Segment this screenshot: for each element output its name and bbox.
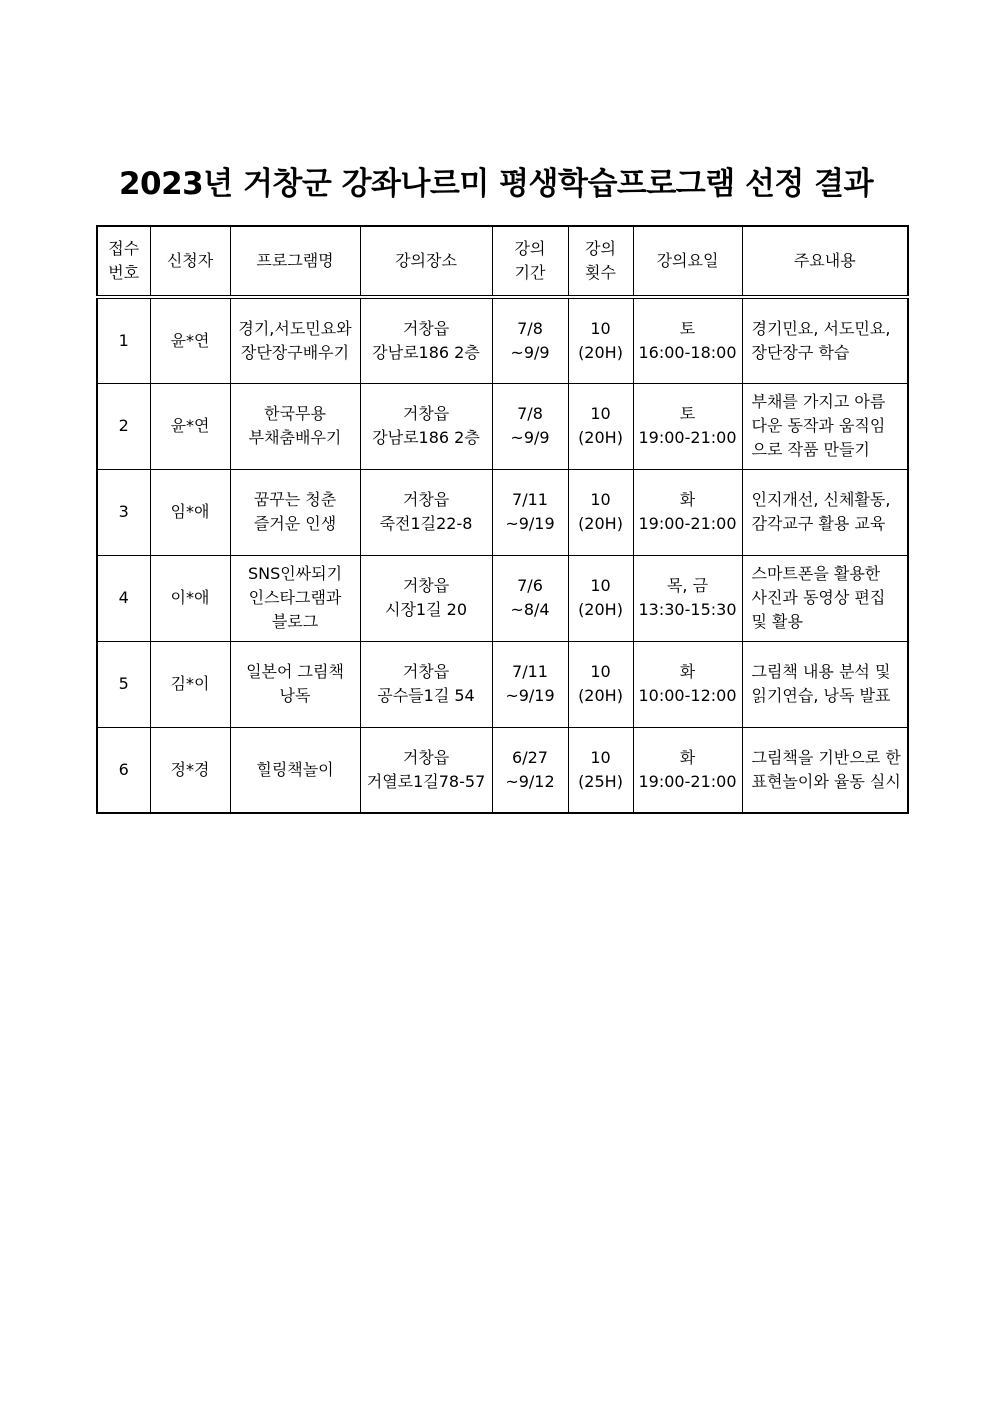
- table-row: [97, 555, 908, 641]
- table-row: [97, 469, 908, 555]
- cell-sessions: 10 (20H): [568, 641, 633, 727]
- header-applicant: 신청자: [150, 226, 230, 297]
- header-sessions: 강의 횟수: [568, 226, 633, 297]
- header-period: 강의 기간: [492, 226, 568, 297]
- cell-schedule: 화 19:00-21:00: [633, 727, 742, 813]
- table-row: [97, 383, 908, 469]
- cell-period: 7/6 ~8/4: [492, 555, 568, 641]
- cell-program-name: 한국무용 부채춤배우기: [230, 383, 360, 469]
- cell-period: 7/8 ~9/9: [492, 297, 568, 383]
- cell-main-content: 스마트폰을 활용한 사진과 동영상 편집 및 활용: [742, 555, 908, 641]
- table-row: [97, 727, 908, 813]
- cell-sessions: 10 (20H): [568, 555, 633, 641]
- cell-sessions: 10 (25H): [568, 727, 633, 813]
- cell-applicant: 임*애: [150, 469, 230, 555]
- cell-venue: 거창읍 시장1길 20: [360, 555, 492, 641]
- cell-program-name: SNS인싸되기 인스타그램과 블로그: [230, 555, 360, 641]
- table-header-row: [97, 226, 908, 297]
- cell-receipt-no: 5: [97, 641, 150, 727]
- table-row: [97, 641, 908, 727]
- cell-program-name: 경기,서도민요와 장단장구배우기: [230, 297, 360, 383]
- cell-period: 7/11 ~9/19: [492, 641, 568, 727]
- cell-receipt-no: 2: [97, 383, 150, 469]
- cell-receipt-no: 6: [97, 727, 150, 813]
- cell-applicant: 윤*연: [150, 383, 230, 469]
- cell-period: 6/27 ~9/12: [492, 727, 568, 813]
- cell-main-content: 그림책을 기반으로 한 표현놀이와 율동 실시: [742, 727, 908, 813]
- cell-period: 7/8 ~9/9: [492, 383, 568, 469]
- header-schedule: 강의요일: [633, 226, 742, 297]
- cell-schedule: 토 16:00-18:00: [633, 297, 742, 383]
- cell-sessions: 10 (20H): [568, 297, 633, 383]
- cell-receipt-no: 1: [97, 297, 150, 383]
- cell-receipt-no: 3: [97, 469, 150, 555]
- cell-venue: 거창읍 강남로186 2층: [360, 297, 492, 383]
- cell-schedule: 토 19:00-21:00: [633, 383, 742, 469]
- header-venue: 강의장소: [360, 226, 492, 297]
- cell-venue: 거창읍 죽전1길22-8: [360, 469, 492, 555]
- cell-main-content: 부채를 가지고 아름 다운 동작과 움직임 으로 작품 만들기: [742, 383, 908, 469]
- selection-result-table: [96, 225, 909, 814]
- cell-venue: 거창읍 공수들1길 54: [360, 641, 492, 727]
- cell-applicant: 윤*연: [150, 297, 230, 383]
- cell-program-name: 일본어 그림책 낭독: [230, 641, 360, 727]
- cell-applicant: 김*이: [150, 641, 230, 727]
- cell-program-name: 힐링책놀이: [230, 727, 360, 813]
- cell-schedule: 화 19:00-21:00: [633, 469, 742, 555]
- header-main-content: 주요내용: [742, 226, 908, 297]
- cell-sessions: 10 (20H): [568, 383, 633, 469]
- cell-schedule: 화 10:00-12:00: [633, 641, 742, 727]
- cell-applicant: 정*경: [150, 727, 230, 813]
- cell-sessions: 10 (20H): [568, 469, 633, 555]
- header-receipt-no: 접수 번호: [97, 226, 150, 297]
- cell-main-content: 경기민요, 서도민요, 장단장구 학습: [742, 297, 908, 383]
- cell-receipt-no: 4: [97, 555, 150, 641]
- cell-venue: 거창읍 거열로1길78-57: [360, 727, 492, 813]
- header-program-name: 프로그램명: [230, 226, 360, 297]
- cell-applicant: 이*애: [150, 555, 230, 641]
- cell-main-content: 그림책 내용 분석 및 읽기연습, 낭독 발표: [742, 641, 908, 727]
- page-title: 2023년 거창군 강좌나르미 평생학습프로그램 선정 결과: [118, 166, 874, 202]
- cell-period: 7/11 ~9/19: [492, 469, 568, 555]
- cell-schedule: 목, 금 13:30-15:30: [633, 555, 742, 641]
- cell-venue: 거창읍 강남로186 2층: [360, 383, 492, 469]
- table-row: [97, 297, 908, 383]
- cell-program-name: 꿈꾸는 청춘 즐거운 인생: [230, 469, 360, 555]
- cell-main-content: 인지개선, 신체활동, 감각교구 활용 교육: [742, 469, 908, 555]
